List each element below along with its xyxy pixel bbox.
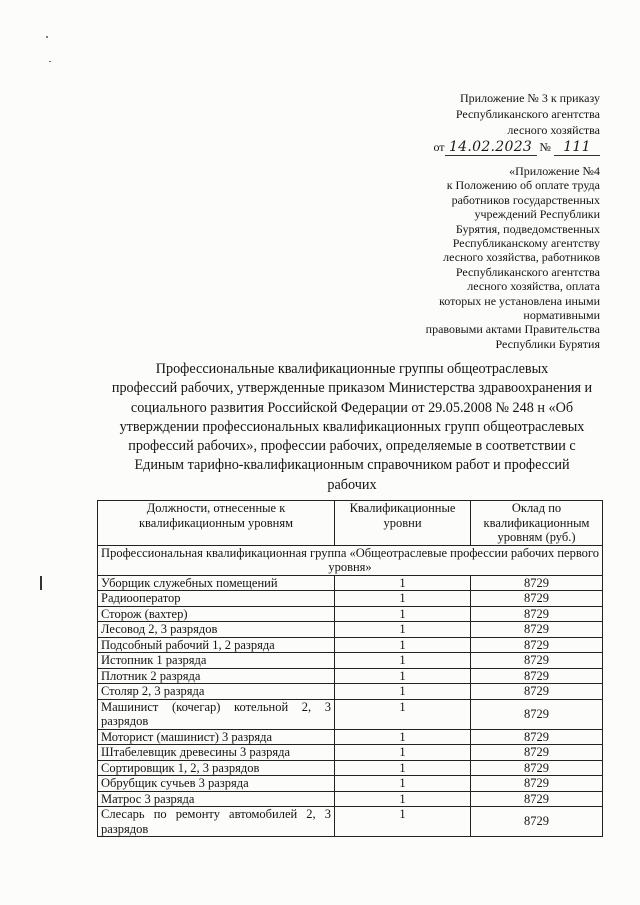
salary-cell: 8729 [471,637,603,653]
group-title: Профессиональная квалификационная группа «Общеотраслевые профессии рабочих первого уровня» [98,545,603,575]
position-cell: Штабелевщик древесины 3 разряда [98,745,335,761]
table-row [98,591,603,607]
group-row [98,545,603,575]
title-line: профессий рабочих, утвержденные приказом Министерства здравоохранения и [111,380,593,397]
title-line: Единым тарифно-квалификационным справочником работ и профессий [134,457,570,474]
salary-cell: 8729 [471,606,603,622]
appendix-reference [360,164,600,351]
appendix-reference-line: Республиканского агентства [455,264,600,279]
table-row [98,729,603,745]
handwritten-order-number: 111 [554,140,600,156]
order-date-line [340,138,600,156]
qualification-level-cell: 1 [335,807,471,837]
appendix-reference-line: лесного хозяйства, работников [443,250,600,265]
order-reference-line: лесного хозяйства [507,123,600,137]
position-cell: Машинист (кочегар) котельной 2, 3 разрядов [98,699,335,729]
position-cell: Сортировщик 1, 2, 3 разрядов [98,760,335,776]
table-row [98,637,603,653]
table-row [98,760,603,776]
salary-cell: 8729 [471,729,603,745]
order-reference-lines [340,90,600,138]
scan-speck [49,61,51,62]
salary-cell: 8729 [471,668,603,684]
qualification-level-cell: 1 [335,791,471,807]
salary-cell: 8729 [471,653,603,669]
table-header-row [98,501,603,546]
table-row [98,807,603,837]
appendix-reference-line: лесного хозяйства, оплата [467,279,600,294]
appendix-reference-line: «Приложение №4 [509,164,600,178]
table-row [98,699,603,729]
table-row [98,745,603,761]
position-cell: Лесовод 2, 3 разрядов [98,622,335,638]
qualification-level-cell: 1 [335,622,471,638]
salary-cell: 8729 [471,699,603,729]
appendix-reference-line: учреждений Республики [474,207,600,222]
position-cell: Истопник 1 разряда [98,653,335,669]
table-row [98,575,603,591]
number-prefix: № [539,140,551,154]
appendix-reference-line: Республиканскому агентству [452,236,600,251]
appendix-reference-line: Республики Бурятия [495,336,600,351]
qualification-level-cell: 1 [335,637,471,653]
qualification-level-cell: 1 [335,729,471,745]
position-cell: Обрубщик сучьев 3 разряда [98,776,335,792]
appendix-reference-line: Бурятия, подведомственных [455,221,600,236]
document-title [72,360,632,495]
table-row [98,684,603,700]
salary-cell: 8729 [471,575,603,591]
table-row [98,668,603,684]
appendix-reference-line: работников государственных [451,192,600,207]
title-line: Профессиональные квалификационные группы общеотраслевых [155,361,549,377]
salary-cell: 8729 [471,745,603,761]
title-line: профессий рабочих», профессии рабочих, определяемые в соответствии с [128,438,576,455]
scan-edge-mark [40,576,42,590]
position-cell: Матрос 3 разряда [98,791,335,807]
title-line: утверждении профессиональных квалификационных групп общеотраслевых [119,418,585,435]
qualification-level-cell: 1 [335,745,471,761]
title-line: рабочих [327,476,377,493]
appendix-reference-line: нормативными [523,308,600,323]
qualification-level-cell: 1 [335,668,471,684]
salary-cell: 8729 [471,776,603,792]
qualification-level-cell: 1 [335,684,471,700]
salary-cell: 8729 [471,760,603,776]
salary-cell: 8729 [471,791,603,807]
salary-cell: 8729 [471,591,603,607]
qualification-level-cell: 1 [335,699,471,729]
appendix-reference-line: к Положению об оплате труда [446,178,600,193]
header-position: Должности, отнесенные к квалификационным уровням [98,501,335,546]
position-cell: Сторож (вахтер) [98,606,335,622]
header-qualification-level: Квалификационные уровни [335,501,471,546]
qualification-level-cell: 1 [335,653,471,669]
scan-speck [46,36,48,38]
position-cell: Столяр 2, 3 разряда [98,684,335,700]
position-cell: Подсобный рабочий 1, 2 разряда [98,637,335,653]
appendix-reference-line: которых не установлена иными [439,293,600,308]
position-cell: Слесарь по ремонту автомобилей 2, 3 разрядов [98,807,335,837]
table-row [98,776,603,792]
position-cell: Плотник 2 разряда [98,668,335,684]
title-line: социального развития Российской Федерации от 29.05.2008 № 248 н «Об [130,399,574,416]
salary-cell: 8729 [471,807,603,837]
order-reference-line: Республиканского агентства [455,107,600,121]
header-salary: Оклад по квалификационным уровням (руб.) [471,501,603,546]
position-cell: Радиооператор [98,591,335,607]
qualification-level-cell: 1 [335,760,471,776]
qualification-level-cell: 1 [335,606,471,622]
qualification-level-cell: 1 [335,591,471,607]
salary-cell: 8729 [471,622,603,638]
table-row [98,791,603,807]
table-row [98,606,603,622]
position-cell: Моторист (машинист) 3 разряда [98,729,335,745]
table-row [98,622,603,638]
order-reference-line: Приложение № 3 к приказу [460,91,600,105]
qualification-level-cell: 1 [335,575,471,591]
date-prefix: от [433,140,445,154]
appendix-reference-line: правовыми актами Правительства [425,322,600,337]
qualification-level-cell: 1 [335,776,471,792]
order-reference [340,90,600,156]
handwritten-date: 14.02.2023 [445,140,537,156]
salary-cell: 8729 [471,684,603,700]
position-cell: Уборщик служебных помещений [98,575,335,591]
qualification-groups-table [97,500,603,837]
table-row [98,653,603,669]
